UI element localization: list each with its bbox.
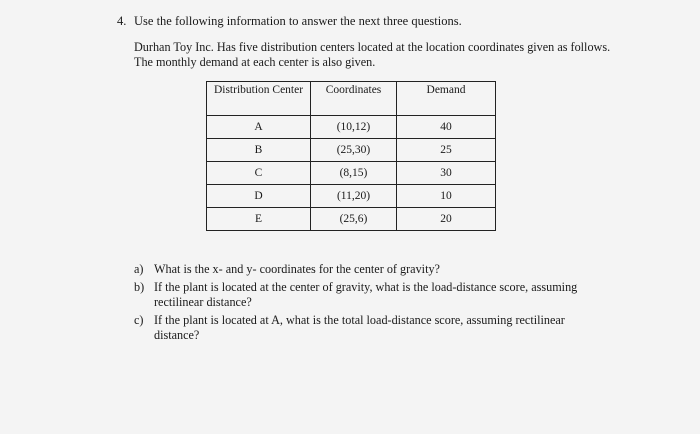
cell-coordinates: (11,20): [311, 185, 397, 208]
cell-coordinates: (25,30): [311, 139, 397, 162]
sub-question-label: b): [134, 279, 145, 294]
cell-center: D: [207, 185, 311, 208]
cell-demand: 20: [397, 208, 496, 231]
cell-center: E: [207, 208, 311, 231]
sub-question-label: a): [134, 262, 144, 276]
question-intro: Durhan Toy Inc. Has five distribution centers located at the location coordinates given as follows. The monthly demand at each center is also given.: [134, 40, 611, 69]
distribution-table: [206, 81, 496, 231]
sub-question-text: If the plant is located at the center of gravity, what is the load-distance score, assuming rectilinear distance?: [154, 279, 578, 309]
cell-demand: 25: [397, 139, 496, 162]
table-row: [207, 208, 496, 231]
table-row: [207, 162, 496, 185]
cell-demand: 40: [397, 116, 496, 139]
cell-coordinates: (10,12): [311, 116, 397, 139]
sub-question-text: What is the x- and y- coordinates for the center of gravity?: [154, 262, 440, 276]
sub-question-b: [134, 280, 609, 311]
header-coordinates: Coordinates: [311, 82, 397, 116]
header-center: Distribution Center: [207, 82, 311, 116]
cell-coordinates: (25,6): [311, 208, 397, 231]
sub-question-c: [134, 313, 609, 344]
sub-questions: [134, 262, 609, 346]
cell-demand: 30: [397, 162, 496, 185]
cell-center: B: [207, 139, 311, 162]
cell-demand: 10: [397, 185, 496, 208]
table-row: [207, 139, 496, 162]
sub-question-a: [134, 262, 609, 278]
table-header-row: [207, 82, 496, 116]
sub-question-text: If the plant is located at A, what is the total load-distance score, assuming rectilinear distance?: [154, 312, 565, 342]
cell-center: C: [207, 162, 311, 185]
table-row: [207, 185, 496, 208]
cell-center: A: [207, 116, 311, 139]
question-number: 4.: [117, 14, 127, 28]
header-demand: Demand: [397, 82, 496, 116]
question-prompt: Use the following information to answer the next three questions.: [134, 14, 462, 28]
table-row: [207, 116, 496, 139]
cell-coordinates: (8,15): [311, 162, 397, 185]
sub-question-label: c): [134, 312, 144, 327]
